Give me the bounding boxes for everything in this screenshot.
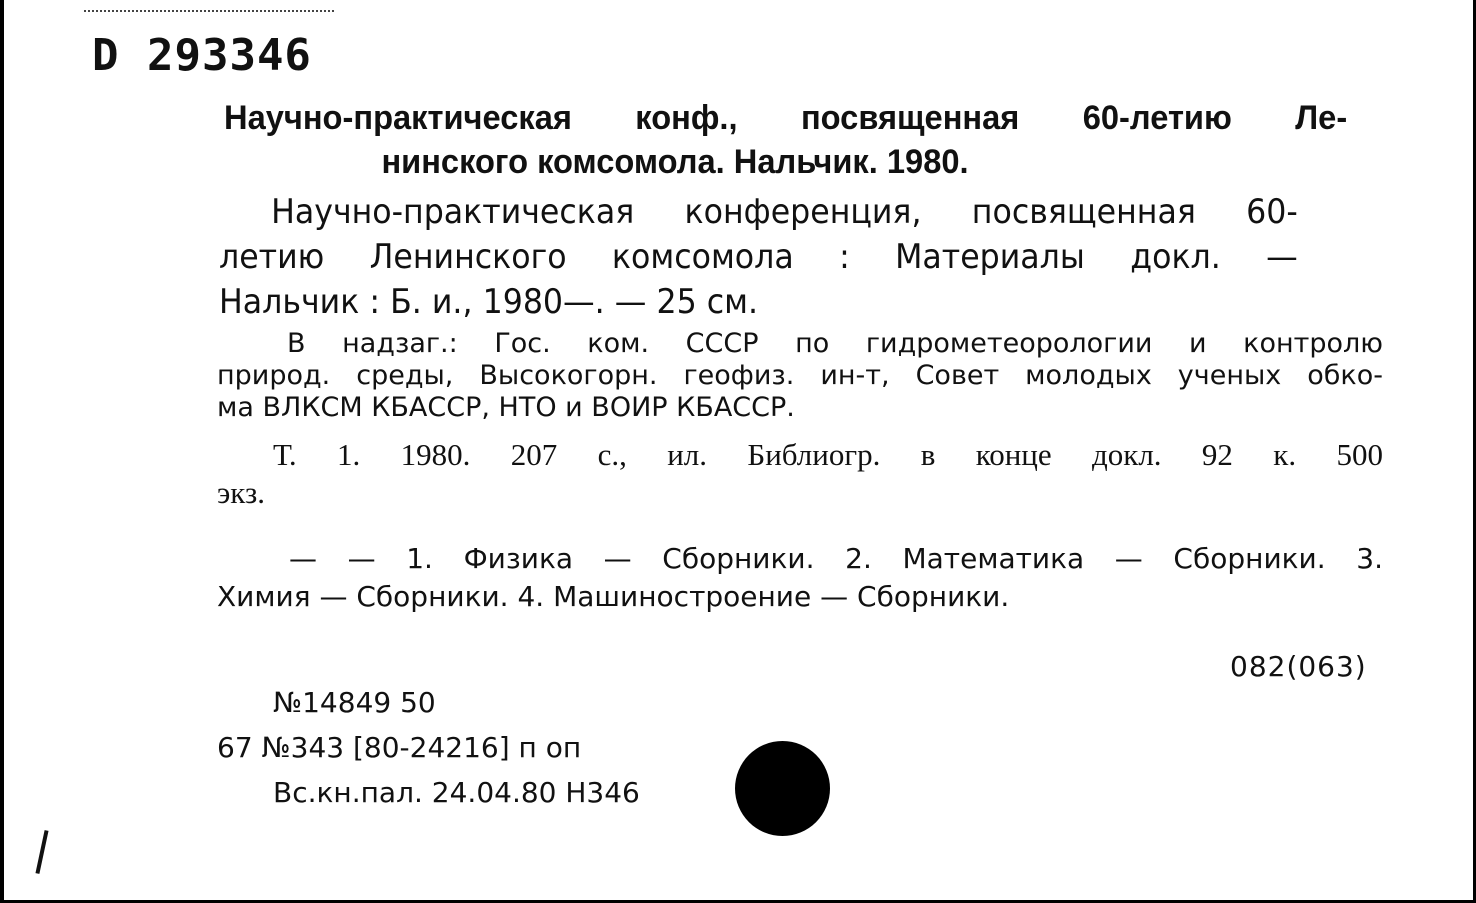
note [217,328,1383,424]
note-line: В надзаг.: Гос. ком. СССР по гидрометеорологии и контролю [287,328,1383,359]
title-line: летию Ленинского комсомола : Материалы докл. — [219,237,1298,277]
title-line: Научно-практическая конференция, посвященная 60- [271,192,1298,232]
trailer-line: №14849 50 [273,686,436,719]
collation [217,436,1383,512]
punch-hole [735,741,830,836]
collation-line: экз. [217,475,265,510]
heading-line: нинского комсомола. Нальчик. 1980. [381,143,969,181]
note-line: ма ВЛКСМ КБАССР, НТО и ВОИР КБАССР. [217,392,795,423]
title-statement [219,190,1298,325]
heading [224,96,1347,184]
pencil-mark [35,830,48,874]
collation-line: Т. 1. 1980. 207 с., ил. Библиогр. в конце докл. 92 к. 500 [273,437,1383,472]
call-number: D 293346 [92,30,312,81]
top-smudge [84,10,334,18]
trailer [217,680,640,815]
heading-line: Научно-практическая конф., посвященная 60-летию Ле- [224,99,1348,137]
subject-headings [217,540,1383,616]
subject-line: — — 1. Физика — Сборники. 2. Математика — Сборники. 3. [289,542,1383,575]
note-line: природ. среды, Высокогорн. геофиз. ин-т, Совет молодых ученых обко- [217,360,1383,391]
trailer-line: Вс.кн.пал. 24.04.80 Н346 [273,776,640,809]
title-line: Нальчик : Б. и., 1980—. — 25 см. [219,282,759,322]
subject-line: Химия — Сборники. 4. Машиностроение — Сборники. [217,580,1010,613]
trailer-line: 67 №343 [80-24216] п оп [217,731,582,764]
udc-code: 082(063) [1230,650,1367,683]
